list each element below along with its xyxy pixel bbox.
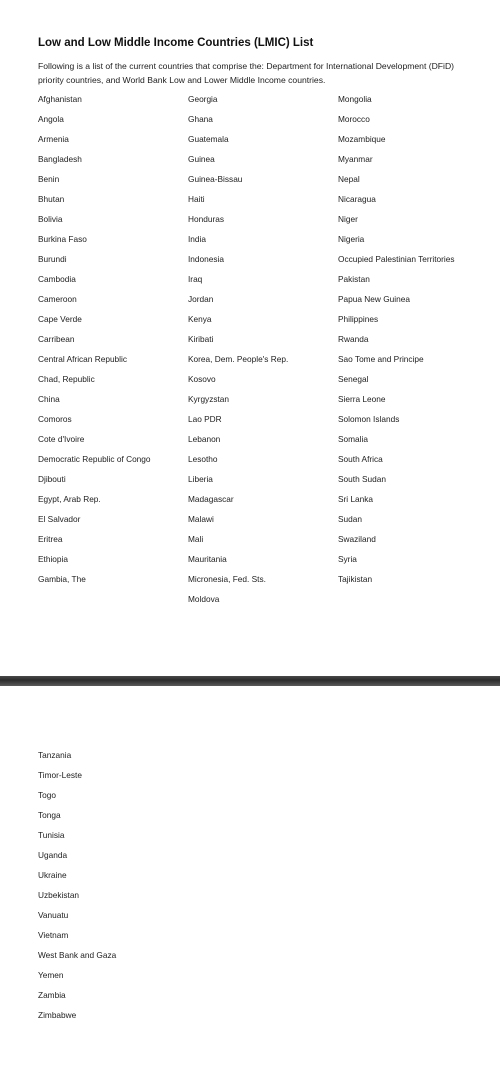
- country-item: Lebanon: [188, 434, 221, 444]
- country-item: Occupied Palestinian Territories: [338, 254, 455, 264]
- country-item: Cambodia: [38, 274, 76, 284]
- country-item: Vietnam: [38, 930, 69, 940]
- country-item: Angola: [38, 114, 64, 124]
- country-item: Guinea-Bissau: [188, 174, 243, 184]
- country-item: Djibouti: [38, 474, 66, 484]
- country-item: Guatemala: [188, 134, 229, 144]
- country-item: Nigeria: [338, 234, 365, 244]
- country-item: Tonga: [38, 810, 61, 820]
- country-item: Malawi: [188, 514, 214, 524]
- country-item: Kenya: [188, 314, 212, 324]
- country-item: Comoros: [38, 414, 72, 424]
- country-item: Sri Lanka: [338, 494, 374, 504]
- country-item: Uzbekistan: [38, 890, 80, 900]
- page-separator: [0, 676, 500, 686]
- intro-paragraph: Following is a list of the current countries that comprise the: Department for International Development (DFiD) priority countries, and World Bank Low and Lower Middle Income countries.: [38, 61, 455, 85]
- country-item: Korea, Dem. People's Rep.: [188, 354, 289, 364]
- country-item: Yemen: [38, 970, 64, 980]
- country-item: Moldova: [188, 594, 220, 604]
- country-item: Sao Tome and Principe: [338, 354, 424, 364]
- country-item: Tanzania: [38, 750, 72, 760]
- country-item: West Bank and Gaza: [38, 950, 117, 960]
- country-item: Nicaragua: [338, 194, 376, 204]
- country-item: Kosovo: [188, 374, 216, 384]
- country-item: Madagascar: [188, 494, 234, 504]
- country-item: Haiti: [188, 194, 205, 204]
- country-item: Papua New Guinea: [338, 294, 410, 304]
- country-item: Cape Verde: [38, 314, 82, 324]
- country-item: Bolivia: [38, 214, 63, 224]
- country-item: Jordan: [188, 294, 214, 304]
- country-item: Egypt, Arab Rep.: [38, 494, 101, 504]
- country-item: Central African Republic: [38, 354, 128, 364]
- country-item: Vanuatu: [38, 910, 69, 920]
- country-item: Kiribati: [188, 334, 214, 344]
- country-item: Mongolia: [338, 94, 372, 104]
- country-item: Democratic Republic of Congo: [38, 454, 151, 464]
- country-item: Mozambique: [338, 134, 386, 144]
- country-item: Honduras: [188, 214, 224, 224]
- country-item: Cameroon: [38, 294, 77, 304]
- country-item: Nepal: [338, 174, 360, 184]
- document-title: Low and Low Middle Income Countries (LMIC) List: [38, 37, 314, 49]
- country-item: Burundi: [38, 254, 67, 264]
- country-item: Armenia: [38, 134, 69, 144]
- country-item: Lesotho: [188, 454, 218, 464]
- country-item: Solomon Islands: [338, 414, 400, 424]
- country-item: Bhutan: [38, 194, 65, 204]
- country-item: Zimbabwe: [38, 1010, 77, 1020]
- country-item: Kyrgyzstan: [188, 394, 230, 404]
- country-item: Ghana: [188, 114, 213, 124]
- country-item: Iraq: [188, 274, 203, 284]
- country-item: Lao PDR: [188, 414, 222, 424]
- country-item: Timor-Leste: [38, 770, 82, 780]
- country-item: Somalia: [338, 434, 368, 444]
- country-item: South Africa: [338, 454, 383, 464]
- country-item: Swaziland: [338, 534, 376, 544]
- country-item: Tajikistan: [338, 574, 373, 584]
- country-item: India: [188, 234, 206, 244]
- country-item: Syria: [338, 554, 357, 564]
- country-item: Gambia, The: [38, 574, 86, 584]
- country-item: Burkina Faso: [38, 234, 87, 244]
- country-item: Eritrea: [38, 534, 63, 544]
- country-item: Mauritania: [188, 554, 227, 564]
- country-item: Myanmar: [338, 154, 373, 164]
- country-item: Niger: [338, 214, 358, 224]
- country-item: Georgia: [188, 94, 218, 104]
- country-item: Pakistan: [338, 274, 370, 284]
- country-item: Senegal: [338, 374, 369, 384]
- country-item: South Sudan: [338, 474, 386, 484]
- country-item: Sudan: [338, 514, 362, 524]
- country-item: Zambia: [38, 990, 66, 1000]
- country-item: Togo: [38, 790, 56, 800]
- country-item: Morocco: [338, 114, 370, 124]
- country-item: Bangladesh: [38, 154, 82, 164]
- country-item: Mali: [188, 534, 204, 544]
- country-item: Tunisia: [38, 830, 65, 840]
- country-item: Benin: [38, 174, 60, 184]
- country-item: Philippines: [338, 314, 379, 324]
- country-item: China: [38, 394, 60, 404]
- country-item: Ukraine: [38, 870, 67, 880]
- country-item: Afghanistan: [38, 94, 82, 104]
- country-item: Micronesia, Fed. Sts.: [188, 574, 266, 584]
- country-item: Rwanda: [338, 334, 369, 344]
- country-item: Guinea: [188, 154, 215, 164]
- country-item: Sierra Leone: [338, 394, 386, 404]
- country-item: Uganda: [38, 850, 68, 860]
- country-item: El Salvador: [38, 514, 81, 524]
- country-item: Cote d'Ivoire: [38, 434, 85, 444]
- country-item: Carribean: [38, 334, 75, 344]
- country-item: Liberia: [188, 474, 213, 484]
- country-item: Chad, Republic: [38, 374, 95, 384]
- country-item: Ethiopia: [38, 554, 68, 564]
- country-item: Indonesia: [188, 254, 224, 264]
